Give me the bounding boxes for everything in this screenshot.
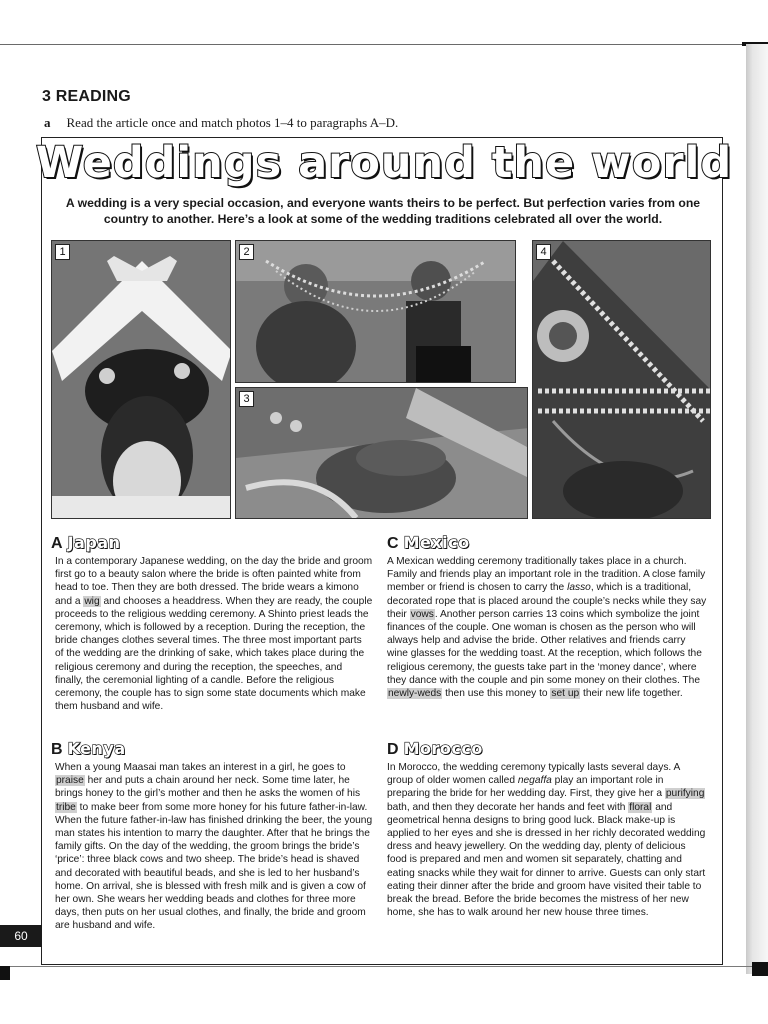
article-intro: A wedding is a very special occasion, and everyone wants theirs to be perfect. But perfection varies from one country to another. Here’s a look at some of the wedding traditions celebrated all over the world.	[65, 196, 701, 226]
paragraph-a-body	[55, 555, 373, 713]
paragraph-letter: A	[51, 535, 63, 552]
photo-3	[235, 387, 528, 519]
paragraph-b-heading	[51, 739, 126, 759]
paragraph-d-body	[387, 761, 707, 919]
paragraph-text: , which is a traditional, decorated rope that is placed around the couple’s necks while they say their	[387, 582, 707, 620]
page-bottom-rule	[10, 966, 758, 967]
paragraph-text: In a contemporary Japanese wedding, on the day the bride and groom first go to a beauty salon where the bride is often painted white from head to toe. Then they are both dressed. The bride wears a kimono and a	[55, 556, 373, 607]
paragraph-letter: C	[387, 535, 399, 552]
vocab-highlight: tribe	[56, 801, 76, 813]
paragraph-c-heading	[387, 533, 470, 553]
photo-1-image	[52, 241, 231, 519]
page-top-rule	[0, 44, 748, 45]
section-heading	[42, 88, 131, 106]
exercise-letter: a	[44, 115, 51, 130]
photo-4-image	[533, 241, 711, 519]
paragraph-letter: B	[51, 741, 63, 758]
photo-2-image	[236, 241, 516, 383]
section-title: READING	[55, 88, 131, 105]
paragraph-a-heading	[51, 533, 120, 553]
paragraph-text: and chooses a headdress. When they are ready, the couple proceeds to the religious wedding ceremony. A Shinto priest leads the ceremony, which is followed by a reception. During the reception, the bride changes clothes several times. The three most important parts of the wedding are the drinking of sake, which takes place during the religious ceremony and during the reception, the speeches, and finally, the ceremonial lighting of a candle. Before the religious ceremony, the couple has to sign some state documents which make them husband and wife.	[55, 595, 373, 713]
paragraph-text: her and puts a chain around her neck. Some time later, he brings honey to the girl’s mother and then he asks the women of his	[55, 775, 361, 800]
scan-mark	[752, 962, 768, 976]
article-title: Weddings around the world	[35, 138, 733, 188]
scan-mark	[0, 966, 10, 980]
paragraph-text: their new life together.	[580, 688, 683, 700]
vocab-highlight: vows	[410, 608, 434, 620]
photo-number: 3	[239, 391, 254, 407]
paragraph-country: Kenya	[67, 739, 126, 758]
paragraph-country: Mexico	[403, 533, 470, 552]
section-number: 3	[42, 88, 52, 105]
paragraph-c-body	[387, 555, 707, 700]
photo-3-image	[236, 388, 528, 519]
paragraph-b-body	[55, 761, 373, 933]
vocab-highlight: purifying	[665, 788, 705, 800]
paragraph-country: Morocco	[403, 739, 483, 758]
photo-2	[235, 240, 516, 383]
photo-4	[532, 240, 711, 519]
exercise-instruction	[44, 115, 398, 131]
vocab-highlight: wig	[84, 595, 100, 607]
exercise-text: Read the article once and match photos 1–4 to paragraphs A–D.	[66, 115, 399, 130]
vocab-highlight: set up	[551, 688, 580, 700]
paragraph-text: In Morocco, the wedding ceremony typically lasts several days. A group of older women called	[387, 762, 680, 787]
paragraph-letter: D	[387, 741, 399, 758]
italic-term: negaffa	[517, 775, 552, 787]
photo-number: 4	[536, 244, 551, 260]
paragraph-text: When a young Maasai man takes an interest in a girl, he goes to	[55, 762, 346, 773]
vocab-highlight: floral	[629, 801, 652, 813]
paragraph-text: and geometrical henna designs to bring good luck. Black make-up is applied to her eyes and she is dressed in her richly decorated wedding dress and heavy jewellery. On the wedding day, plenty of delicious food is prepared and men and women sit separately, chatting and eating snacks while they wait for dinner to arrive. Guests can only start eating their dinner after the bride and groom have visited their table to break the bread. Before the bride becomes the mistress of her new home, she has to walk around her new house three times.	[387, 801, 706, 919]
paragraph-text: A Mexican wedding ceremony traditionally takes place in a church. Family and friends play an important role in the tradition. A close family member or friend is chosen to carry the	[387, 556, 706, 594]
paragraph-text: to make beer from some more honey for his future father-in-law. When the future father-in-law has finished drinking the beer, the young man states his intention to marry the daughter. After that he brings the family gifts. On the day of the wedding, the groom brings the bride’s ‘price’: three black cows and two sheep. The bride’s head is shaved and decorated with beautiful beads, and she is led to her husband’s home. On arrival, she is blessed with fresh milk and is given a cow of her own. She wears her wedding beads and clothes for three more days, then puts on her usual clothes, and finally, the bride and groom are husband and wife.	[55, 801, 373, 932]
photo-1	[51, 240, 231, 519]
paragraph-text: then use this money to	[442, 688, 551, 700]
vocab-highlight: newly-weds	[388, 688, 442, 700]
paragraph-country: Japan	[67, 533, 121, 552]
photo-number: 1	[55, 244, 70, 260]
paragraph-text: bath, and then they decorate her hands and feet with	[387, 801, 629, 813]
paragraph-text: . Another person carries 13 coins which symbolize the joint finances of the couple. One woman is chosen as the person who will always help and advise the bride. Other relatives and friends carry wine glasses for the wedding toast. At the reception, which follows the religious ceremony, the guests take part in the ‘money dance’, where they dance with the couple and pin some money on their clothes. The	[387, 608, 702, 686]
paragraph-text: play an important role in preparing the bride for her wedding day. First, they give her a	[387, 775, 665, 800]
italic-term: lasso	[567, 582, 591, 594]
photo-number: 2	[239, 244, 254, 260]
paragraph-d-heading	[387, 739, 483, 759]
page-number: 60	[0, 925, 42, 947]
vocab-highlight: praise	[56, 775, 84, 787]
